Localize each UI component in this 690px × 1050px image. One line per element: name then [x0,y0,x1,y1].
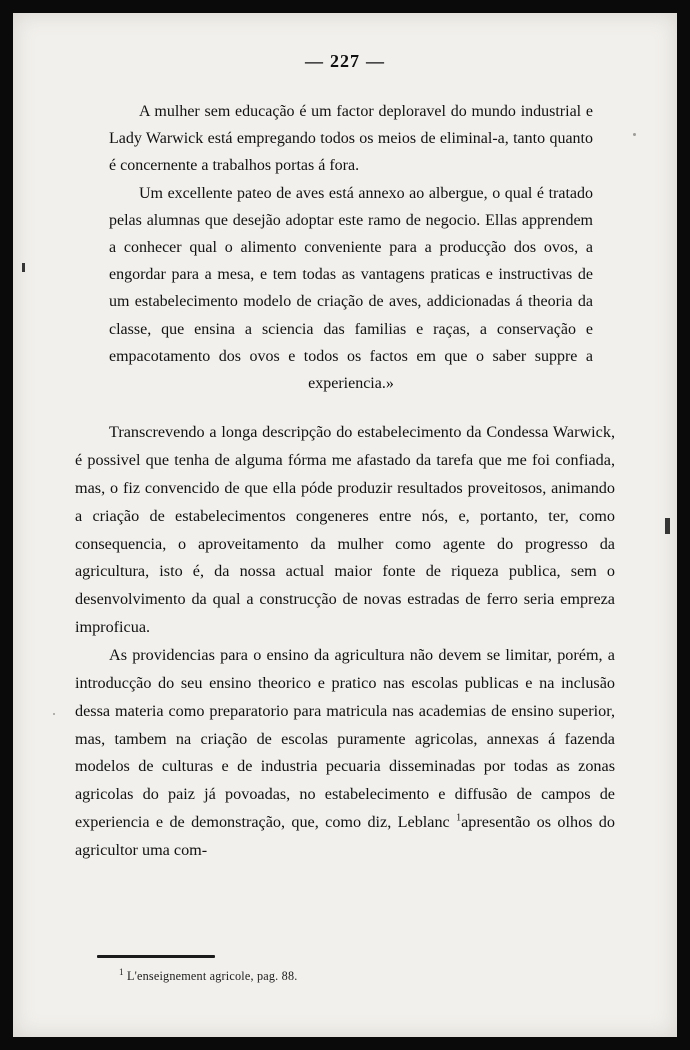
footnote-area [75,955,615,985]
footnote-marker: 1 [119,966,124,977]
quote-paragraph-2: Um excellente pateo de aves está annexo ao albergue, o qual é tratado pelas alumnas que desejão adoptar este ramo de negocio. Ellas apprendem a conhecer qual o alimento conveniente para a producção dos ovos, a engordar para a mesa, e tem todas as vantagens praticas e instructivas de um estabelecimento modelo de criação de aves, addicionadas á theoria da classe, que ensina a sciencia das familias e raças, a conservação e empacotamento dos ovos e todos os factos em que o saber suppre a experiencia.» [109,184,593,392]
quote-paragraph-1: A mulher sem educação é um factor deploravel do mundo industrial e Lady Warwick está empregando todos os meios de eliminal-a, tanto quanto é concernente a trabalhos portas á fora. [109,103,593,175]
page-edge-mark-left [22,263,25,272]
scan-speck [53,713,55,715]
page-text-area [75,51,615,999]
footnote-separator-rule [97,955,215,958]
body-paragraph-2 [75,642,615,865]
body-paragraph-1: Transcrevendo a longa descripção do estabelecimento da Condessa Warwick, é possivel que tenha de alguma fórma me afastado da tarefa que me foi confiada, mas, o fiz convencido de que ella póde produzir resultados proveitosos, animando a criação de estabelecimentos congeneres entre nós, e, portanto, ter, como consequencia, o aproveitamento da mulher como agente do progresso da agricultura, isto é, da nossa actual maior fonte de riqueza publica, sem o desenvolvimento da qual a construcção de novas estradas de ferro seria empreza improficua. [75,423,615,637]
footnote-text: L'enseignement agricole, pag. 88. [126,968,298,983]
folio-dash-right: — [366,51,385,71]
footnote-reference-marker: 1 [456,812,462,824]
footnote [119,968,615,985]
page-number: 227 [330,51,360,71]
book-page [13,13,677,1037]
body-paragraph-2-text: As providencias para o ensino da agricultura não devem se limitar, porém, a introducção do seu ensino theorico e pratico nas escolas publicas e na inclusão dessa materia como preparatorio para matricula nas academias de ensino superior, mas, tambem na criação de escolas puramente agricolas, annexas á fazenda modelos de culturas e de industria pecuaria disseminadas por todas as zonas agricolas do paiz já povoadas, no estabelecimento e diffusão de campos de experiencia e de demonstração, que, como diz, Leblanc [75,645,615,832]
body-text [75,419,615,865]
block-quote [75,98,615,397]
page-edge-mark-right [665,518,670,534]
body-paragraph-2-tail: apresentão os olhos do agricultor uma com- [75,813,615,859]
scan-speck [633,133,636,136]
page-number-header [75,51,615,72]
folio-dash-left: — [305,51,324,71]
